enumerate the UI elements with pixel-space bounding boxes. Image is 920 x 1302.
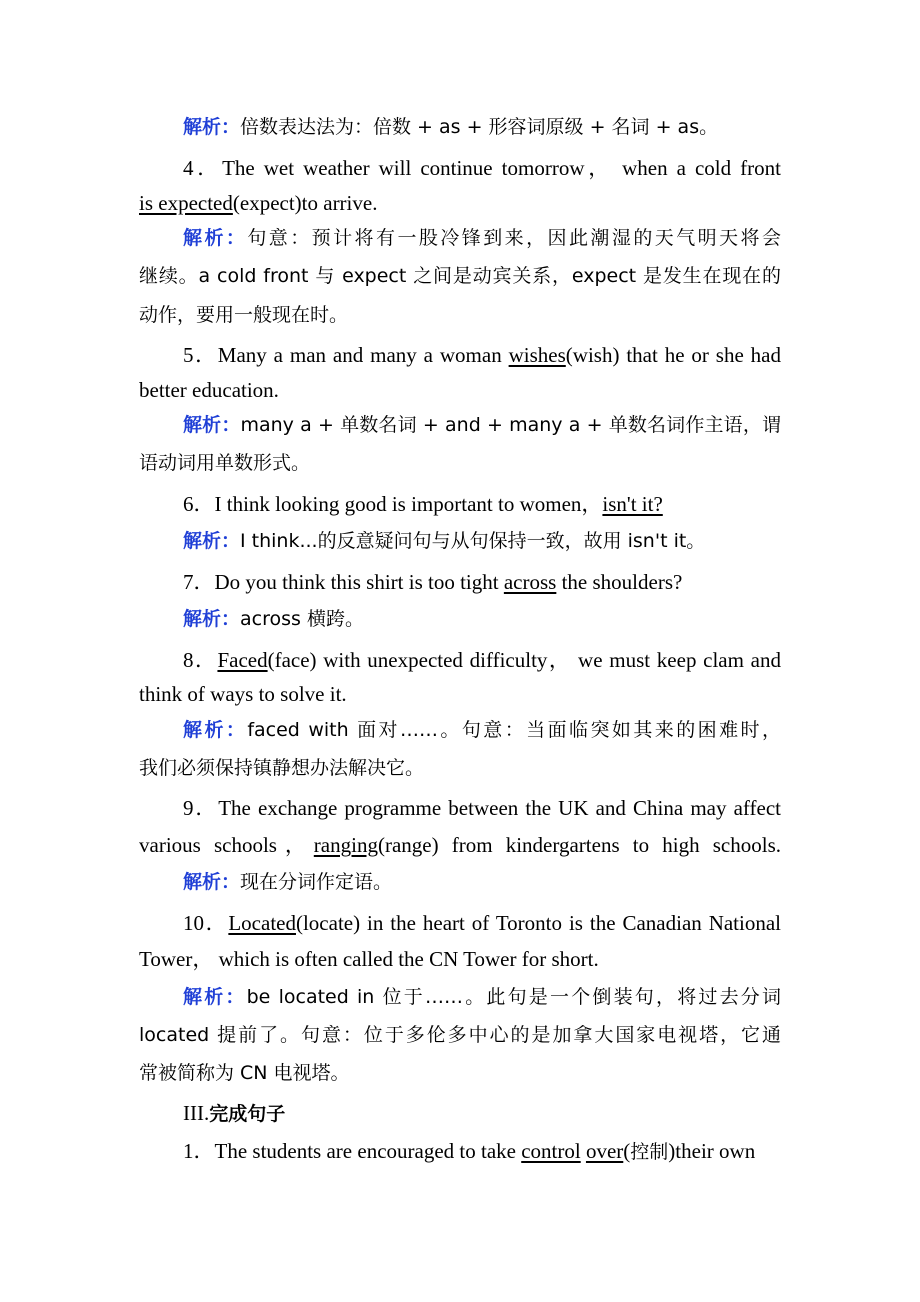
q4-text-1: The wet weather will continue tomorrow， when a cold front [222,156,781,180]
q7-line-1 [183,568,781,596]
q4-line-2 [139,189,781,217]
section-roman: III. [183,1101,210,1125]
q5-explanation-2: 语动词用单数形式。 [139,452,311,474]
q6-number: 6． [183,492,215,516]
q9-explanation-1 [183,867,781,895]
q8-explanation-1 [183,715,781,743]
q9-text-before: various schools， [139,833,314,857]
q5-text-after: (wish) that he or she had [565,343,782,367]
q6-explanation-1 [183,526,781,554]
q5-text-before: Many a man and many a woman [217,343,509,367]
q4-number: 4． [183,156,223,180]
q10-explanation-text-1: be located in 位于……。此句是一个倒装句，将过去分词 [246,986,781,1008]
q4-explanation-3: 动作，要用一般现在时。 [139,304,349,326]
q9-line-2 [139,831,781,859]
q4-line-1 [183,154,781,182]
q10-number: 10． [183,911,229,935]
q8-explanation-text-1: faced with 面对……。句意：当面临突如其来的困难时， [247,719,781,741]
q4-answer: is expected [139,191,233,215]
jiexi-label: 解析： [183,871,241,893]
s1-number: 1． [183,1139,215,1163]
q9-explanation-text-1: 现在分词作定语。 [240,871,393,893]
q3-explanation [183,112,781,140]
s1-answer-1: control [521,1139,581,1163]
q10-explanation-2: located 提前了。句意：位于多伦多中心的是加拿大国家电视塔，它通 [139,1024,781,1046]
jiexi-label: 解析： [183,986,247,1008]
q4-explanation-2: 继续。a cold front 与 expect 之间是动宾关系，expect 是发生在现在的 [139,265,781,287]
q8-explanation-2: 我们必须保持镇静想办法解决它。 [139,757,425,779]
q7-explanation-1 [183,604,781,632]
q3-explanation-text: 倍数表达法为：倍数 + as + 形容词原级 + 名词 + as。 [240,116,719,138]
jiexi-label: 解析： [183,608,241,630]
jiexi-label: 解析： [183,116,241,138]
section-title: 完成句子 [209,1103,286,1125]
q10-line-1 [183,909,781,937]
q10-line-2: Tower， which is often called the CN Tower for short. [139,947,599,971]
q6-text-before: I think looking good is important to women， [214,492,603,516]
q5-explanation-text-1: many a + 单数名词 + and + many a + 单数名词作主语，谓 [240,414,781,436]
q6-answer: isn't it? [602,492,663,516]
q8-text-after: (face) with unexpected difficulty， we must keep clam and [267,648,782,672]
q7-text-before: Do you think this shirt is too tight [214,570,504,594]
jiexi-label: 解析： [183,414,241,436]
q5-explanation-1 [183,410,781,438]
q4-text-2: (expect)to arrive. [232,191,378,215]
q4-explanation-1 [183,223,781,251]
s1-answer-2: over [585,1139,624,1163]
section-heading [183,1099,781,1127]
q6-explanation-text-1: I think...的反意疑问句与从句保持一致，故用 isn't it。 [240,530,706,552]
q7-text-after: the shoulders? [556,570,683,594]
q9-answer: ranging [313,833,378,857]
q5-answer: wishes [508,343,566,367]
q10-explanation-3: 常被简称为 CN 电视塔。 [139,1062,350,1084]
q8-line-1 [183,646,781,674]
jiexi-label: 解析： [183,719,248,741]
jiexi-label: 解析： [183,227,248,249]
q7-answer: across [503,570,557,594]
q8-line-2: think of ways to solve it. [139,682,347,706]
q10-text-after: (locate) in the heart of Toronto is the Canadian National [295,911,782,935]
q5-line-1 [183,341,781,369]
jiexi-label: 解析： [183,530,241,552]
q8-number: 8． [183,648,218,672]
q5-line-2: better education. [139,378,279,402]
q9-text-1: The exchange programme between the UK and China may affect [218,796,781,820]
q8-answer: Faced [217,648,268,672]
q9-text-after: (range) from kindergartens to high schools. [377,833,781,857]
q4-explanation-text-1: 句意：预计将有一股冷锋到来，因此潮湿的天气明天将会 [247,227,781,249]
q9-number: 9． [183,796,219,820]
s1-text-before: The students are encouraged to take [214,1139,522,1163]
q9-line-1 [183,794,781,822]
q10-answer: Located [228,911,296,935]
q7-explanation-text-1: across 横跨。 [240,608,364,630]
s1-line-1 [183,1137,781,1165]
s1-text-after: )their own [668,1139,756,1163]
q5-number: 5． [183,343,218,367]
s1-paren-open: ( [623,1139,631,1163]
q10-explanation-1 [183,982,781,1010]
q7-number: 7． [183,570,215,594]
s1-hint: 控制 [630,1141,669,1163]
q6-line-1 [183,490,781,518]
